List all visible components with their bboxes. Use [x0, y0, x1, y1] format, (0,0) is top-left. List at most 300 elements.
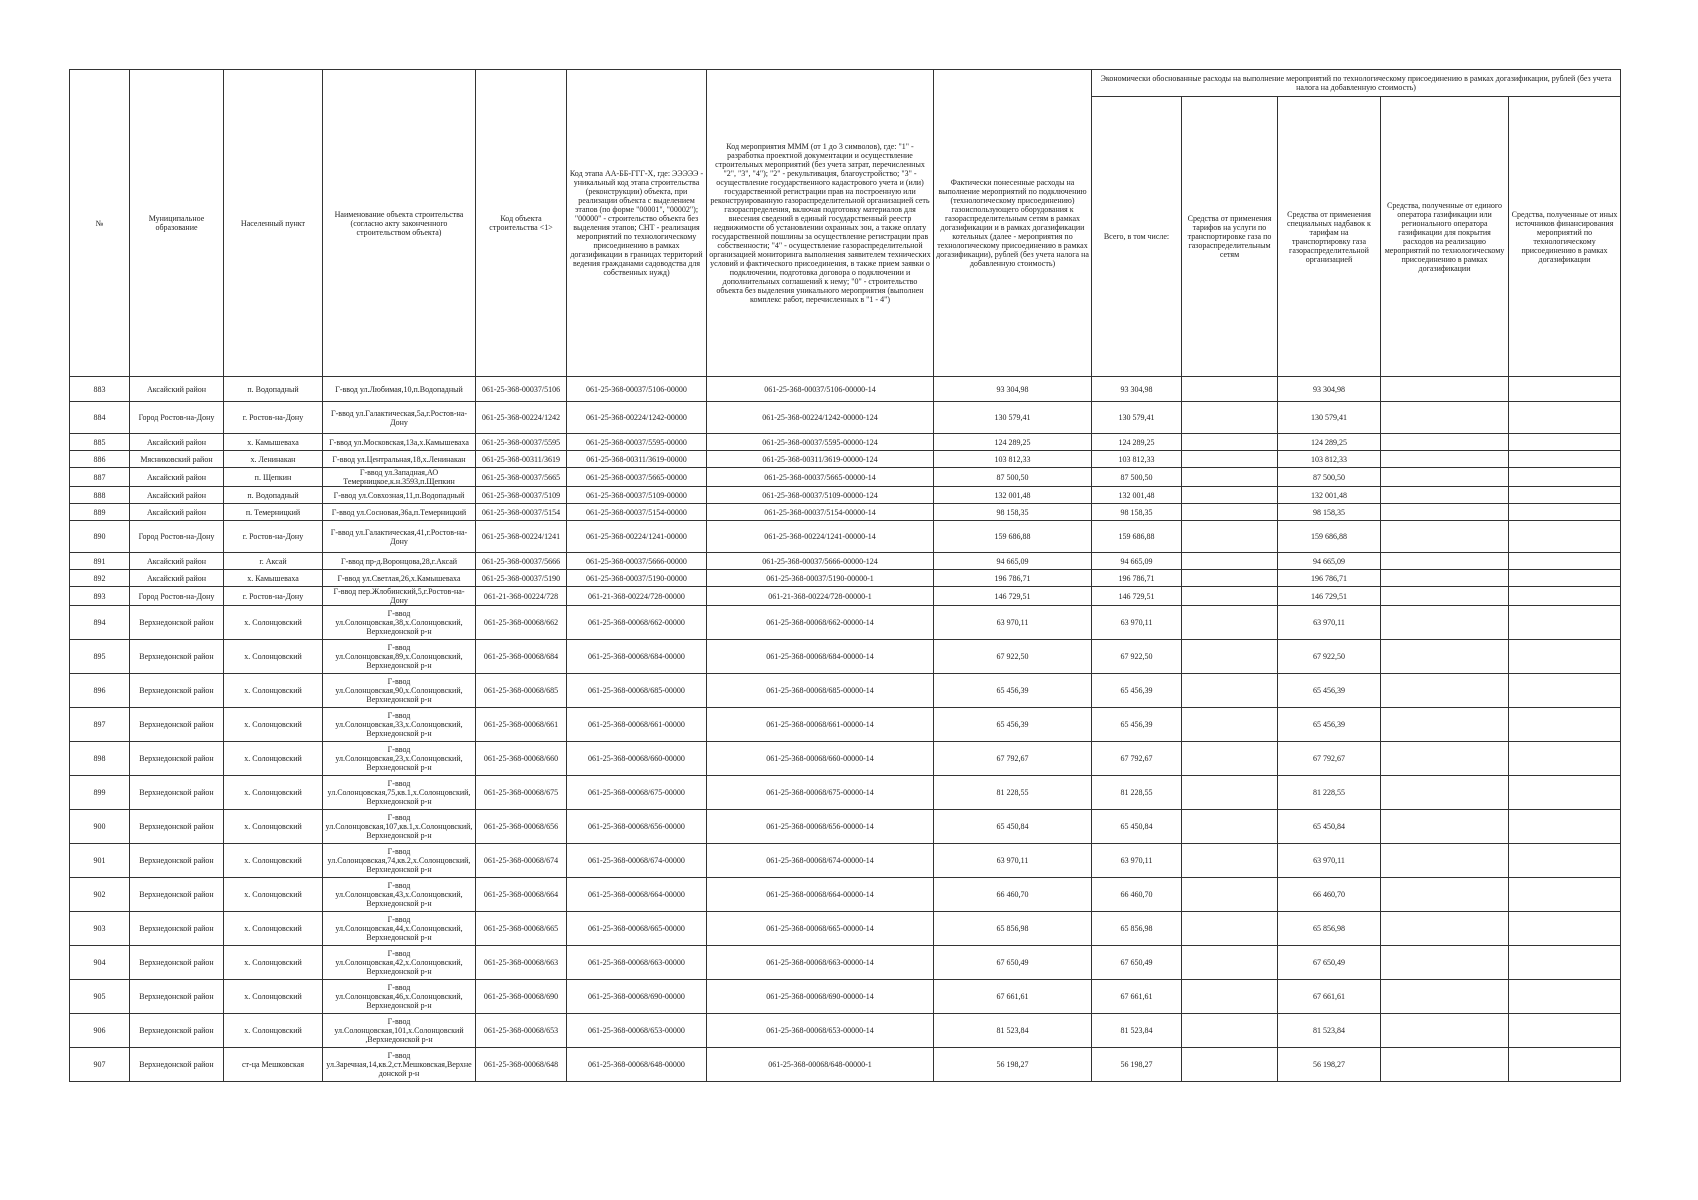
cell-object-code: 061-25-368-00068/663 — [476, 946, 567, 980]
cell-tariff-transport — [1182, 504, 1278, 521]
table-row — [70, 451, 1621, 468]
cell-object-name: Г-ввод ул.Западная,АО Темерницкое,к.н.3593,п.Щепкин — [323, 468, 476, 487]
header-group-economic: Экономически обоснованные расходы на выполнение мероприятий по технологическому присоединению в рамках догазификации, рублей (без учета налога на добавленную стоимость) — [1092, 70, 1621, 97]
cell-object-name: Г-ввод ул.Галактическая,41,г.Ростов-на-Дону — [323, 521, 476, 553]
cell-total: 81 228,55 — [1092, 776, 1182, 810]
cell-total: 63 970,11 — [1092, 606, 1182, 640]
cell-single-operator — [1381, 844, 1509, 878]
cell-municipality: Аксайский район — [130, 553, 224, 570]
cell-settlement: х. Солонцовский — [224, 606, 323, 640]
cell-municipality: Верхнедонской район — [130, 1048, 224, 1082]
cell-total: 132 001,48 — [1092, 487, 1182, 504]
cell-num: 889 — [70, 504, 130, 521]
cell-settlement: х. Ленинакан — [224, 451, 323, 468]
cell-event-code: 061-25-368-00037/5665-00000-14 — [707, 468, 934, 487]
cell-special-markups: 81 523,84 — [1278, 1014, 1381, 1048]
cell-object-name: Г-ввод ул.Солонцовская,101,х.Солонцовский ,Верхнедонской р-н — [323, 1014, 476, 1048]
cell-object-code: 061-25-368-00224/1241 — [476, 521, 567, 553]
cell-municipality: Верхнедонской район — [130, 878, 224, 912]
cell-single-operator — [1381, 434, 1509, 451]
cell-municipality: Верхнедонской район — [130, 912, 224, 946]
cell-num: 894 — [70, 606, 130, 640]
cell-tariff-transport — [1182, 1048, 1278, 1082]
cell-special-markups: 81 228,55 — [1278, 776, 1381, 810]
cell-tariff-transport — [1182, 708, 1278, 742]
cell-object-code: 061-25-368-00037/5109 — [476, 487, 567, 504]
cell-municipality: Верхнедонской район — [130, 674, 224, 708]
cell-total: 81 523,84 — [1092, 1014, 1182, 1048]
table-row — [70, 674, 1621, 708]
cell-event-code: 061-25-368-00224/1242-00000-124 — [707, 402, 934, 434]
cell-single-operator — [1381, 468, 1509, 487]
cell-actual-costs: 65 856,98 — [934, 912, 1092, 946]
cell-other-sources — [1509, 587, 1621, 606]
cell-actual-costs: 196 786,71 — [934, 570, 1092, 587]
cell-settlement: х. Солонцовский — [224, 742, 323, 776]
header-single-operator: Средства, полученные от единого оператора газификации или регионального оператора газификации для покрытия расходов на реализацию мероприятий по технологическому присоединению в рамках догазификации — [1381, 97, 1509, 377]
cell-special-markups: 98 158,35 — [1278, 504, 1381, 521]
cell-actual-costs: 63 970,11 — [934, 844, 1092, 878]
table-row — [70, 570, 1621, 587]
cell-single-operator — [1381, 587, 1509, 606]
header-settlement: Населенный пункт — [224, 70, 323, 377]
cell-settlement: х. Солонцовский — [224, 844, 323, 878]
cell-total: 93 304,98 — [1092, 377, 1182, 402]
cell-single-operator — [1381, 1048, 1509, 1082]
cell-settlement: г. Ростов-на-Дону — [224, 521, 323, 553]
cell-object-code: 061-25-368-00068/661 — [476, 708, 567, 742]
cell-single-operator — [1381, 377, 1509, 402]
cell-actual-costs: 66 460,70 — [934, 878, 1092, 912]
cell-stage-code: 061-25-368-00311/3619-00000 — [567, 451, 707, 468]
table-row — [70, 878, 1621, 912]
cell-event-code: 061-25-368-00068/653-00000-14 — [707, 1014, 934, 1048]
cell-object-code: 061-25-368-00037/5106 — [476, 377, 567, 402]
header-num: № — [70, 70, 130, 377]
cell-single-operator — [1381, 521, 1509, 553]
cell-object-name: Г-ввод ул.Центральная,18,х.Ленинакан — [323, 451, 476, 468]
cell-other-sources — [1509, 674, 1621, 708]
cell-stage-code: 061-25-368-00037/5109-00000 — [567, 487, 707, 504]
cell-special-markups: 67 792,67 — [1278, 742, 1381, 776]
cell-municipality: Аксайский район — [130, 468, 224, 487]
cell-actual-costs: 132 001,48 — [934, 487, 1092, 504]
cell-object-name: Г-ввод ул.Сосновая,36а,п.Темерницкий — [323, 504, 476, 521]
cell-total: 66 460,70 — [1092, 878, 1182, 912]
table-row — [70, 844, 1621, 878]
data-table — [69, 69, 1621, 1082]
cell-other-sources — [1509, 776, 1621, 810]
cell-single-operator — [1381, 912, 1509, 946]
cell-single-operator — [1381, 402, 1509, 434]
cell-municipality: Верхнедонской район — [130, 844, 224, 878]
cell-event-code: 061-25-368-00224/1241-00000-14 — [707, 521, 934, 553]
cell-municipality: Город Ростов-на-Дону — [130, 521, 224, 553]
cell-municipality: Верхнедонской район — [130, 708, 224, 742]
cell-special-markups: 146 729,51 — [1278, 587, 1381, 606]
cell-num: 885 — [70, 434, 130, 451]
cell-actual-costs: 81 523,84 — [934, 1014, 1092, 1048]
cell-tariff-transport — [1182, 878, 1278, 912]
cell-object-code: 061-25-368-00037/5595 — [476, 434, 567, 451]
cell-settlement: х. Солонцовский — [224, 946, 323, 980]
cell-settlement: х. Солонцовский — [224, 1014, 323, 1048]
cell-num: 896 — [70, 674, 130, 708]
cell-special-markups: 103 812,33 — [1278, 451, 1381, 468]
cell-special-markups: 196 786,71 — [1278, 570, 1381, 587]
cell-single-operator — [1381, 878, 1509, 912]
cell-total: 130 579,41 — [1092, 402, 1182, 434]
cell-municipality: Верхнедонской район — [130, 742, 224, 776]
cell-municipality: Верхнедонской район — [130, 946, 224, 980]
cell-single-operator — [1381, 487, 1509, 504]
cell-event-code: 061-25-368-00037/5666-00000-124 — [707, 553, 934, 570]
cell-total: 159 686,88 — [1092, 521, 1182, 553]
cell-other-sources — [1509, 451, 1621, 468]
cell-settlement: п. Водопадный — [224, 487, 323, 504]
cell-event-code: 061-25-368-00068/663-00000-14 — [707, 946, 934, 980]
cell-actual-costs: 103 812,33 — [934, 451, 1092, 468]
cell-other-sources — [1509, 504, 1621, 521]
cell-settlement: п. Щепкин — [224, 468, 323, 487]
cell-object-name: Г-ввод ул.Заречная,14,кв.2,ст.Мешковская,Верхнедонской р-н — [323, 1048, 476, 1082]
table-row — [70, 468, 1621, 487]
cell-event-code: 061-25-368-00068/660-00000-14 — [707, 742, 934, 776]
table-row — [70, 553, 1621, 570]
cell-settlement: х. Солонцовский — [224, 640, 323, 674]
cell-settlement: п. Водопадный — [224, 377, 323, 402]
cell-actual-costs: 93 304,98 — [934, 377, 1092, 402]
cell-num: 904 — [70, 946, 130, 980]
cell-stage-code: 061-25-368-00068/675-00000 — [567, 776, 707, 810]
cell-special-markups: 63 970,11 — [1278, 606, 1381, 640]
header-other-sources: Средства, полученные от иных источников финансирования мероприятий по технологическому присоединению в рамках догазификации — [1509, 97, 1621, 377]
cell-other-sources — [1509, 1014, 1621, 1048]
document-sheet — [69, 69, 1620, 1082]
cell-other-sources — [1509, 878, 1621, 912]
cell-total: 94 665,09 — [1092, 553, 1182, 570]
cell-tariff-transport — [1182, 640, 1278, 674]
cell-tariff-transport — [1182, 742, 1278, 776]
cell-object-name: Г-ввод ул.Солонцовская,75,кв.1,х.Солонцовский,Верхнедонской р-н — [323, 776, 476, 810]
cell-object-code: 061-25-368-00068/662 — [476, 606, 567, 640]
header-actual-costs: Фактически понесенные расходы на выполнение мероприятий по подключению (технологическому присоединению) газоиспользующего оборудования к газораспределительным сетям в рамках догазификации и в рамках догазификации котельных (далее - мероприятия по технологическому присоединению в рамках догазификации), рублей (без учета налога на добавленную стоимость) — [934, 70, 1092, 377]
table-row — [70, 912, 1621, 946]
cell-tariff-transport — [1182, 570, 1278, 587]
cell-municipality: Верхнедонской район — [130, 606, 224, 640]
cell-actual-costs: 65 450,84 — [934, 810, 1092, 844]
cell-tariff-transport — [1182, 980, 1278, 1014]
cell-other-sources — [1509, 810, 1621, 844]
cell-settlement: ст-ца Мешковская — [224, 1048, 323, 1082]
cell-settlement: х. Солонцовский — [224, 878, 323, 912]
cell-object-code: 061-25-368-00068/660 — [476, 742, 567, 776]
cell-stage-code: 061-25-368-00068/664-00000 — [567, 878, 707, 912]
cell-total: 56 198,27 — [1092, 1048, 1182, 1082]
cell-total: 124 289,25 — [1092, 434, 1182, 451]
cell-other-sources — [1509, 570, 1621, 587]
cell-stage-code: 061-25-368-00037/5154-00000 — [567, 504, 707, 521]
cell-other-sources — [1509, 946, 1621, 980]
cell-object-name: Г-ввод ул.Солонцовская,107,кв.1,х.Солонцовский,Верхнедонской р-н — [323, 810, 476, 844]
cell-object-code: 061-25-368-00068/664 — [476, 878, 567, 912]
cell-num: 905 — [70, 980, 130, 1014]
cell-actual-costs: 63 970,11 — [934, 606, 1092, 640]
cell-municipality: Верхнедонской район — [130, 776, 224, 810]
cell-event-code: 061-25-368-00037/5109-00000-124 — [707, 487, 934, 504]
cell-tariff-transport — [1182, 776, 1278, 810]
cell-actual-costs: 65 456,39 — [934, 708, 1092, 742]
cell-municipality: Аксайский район — [130, 570, 224, 587]
cell-settlement: х. Камышеваха — [224, 434, 323, 451]
cell-num: 897 — [70, 708, 130, 742]
cell-object-name: Г-ввод ул.Солонцовская,90,х.Солонцовский, Верхнедонской р-н — [323, 674, 476, 708]
cell-single-operator — [1381, 776, 1509, 810]
cell-special-markups: 87 500,50 — [1278, 468, 1381, 487]
cell-special-markups: 66 460,70 — [1278, 878, 1381, 912]
cell-num: 887 — [70, 468, 130, 487]
cell-stage-code: 061-25-368-00037/5190-00000 — [567, 570, 707, 587]
cell-object-code: 061-25-368-00037/5154 — [476, 504, 567, 521]
cell-single-operator — [1381, 742, 1509, 776]
table-row — [70, 1048, 1621, 1082]
cell-stage-code: 061-25-368-00068/661-00000 — [567, 708, 707, 742]
cell-tariff-transport — [1182, 844, 1278, 878]
cell-actual-costs: 159 686,88 — [934, 521, 1092, 553]
cell-tariff-transport — [1182, 451, 1278, 468]
cell-num: 902 — [70, 878, 130, 912]
cell-event-code: 061-25-368-00068/685-00000-14 — [707, 674, 934, 708]
cell-num: 903 — [70, 912, 130, 946]
table-row — [70, 377, 1621, 402]
cell-single-operator — [1381, 674, 1509, 708]
cell-stage-code: 061-25-368-00224/1242-00000 — [567, 402, 707, 434]
cell-object-name: Г-ввод пр-д.Воронцова,28,г.Аксай — [323, 553, 476, 570]
cell-object-name: Г-ввод ул.Солонцовская,42,х.Солонцовский, Верхнедонской р-н — [323, 946, 476, 980]
cell-municipality: Аксайский район — [130, 504, 224, 521]
table-row — [70, 434, 1621, 451]
cell-tariff-transport — [1182, 521, 1278, 553]
cell-tariff-transport — [1182, 912, 1278, 946]
cell-object-code: 061-21-368-00224/728 — [476, 587, 567, 606]
cell-settlement: п. Темерницкий — [224, 504, 323, 521]
cell-event-code: 061-25-368-00068/656-00000-14 — [707, 810, 934, 844]
table-row — [70, 946, 1621, 980]
cell-event-code: 061-25-368-00068/665-00000-14 — [707, 912, 934, 946]
cell-object-code: 061-25-368-00311/3619 — [476, 451, 567, 468]
cell-total: 65 456,39 — [1092, 674, 1182, 708]
cell-special-markups: 124 289,25 — [1278, 434, 1381, 451]
cell-stage-code: 061-25-368-00068/684-00000 — [567, 640, 707, 674]
cell-actual-costs: 67 792,67 — [934, 742, 1092, 776]
cell-total: 67 792,67 — [1092, 742, 1182, 776]
table-body — [70, 377, 1621, 1082]
cell-object-code: 061-25-368-00068/665 — [476, 912, 567, 946]
cell-actual-costs: 56 198,27 — [934, 1048, 1092, 1082]
table-row — [70, 521, 1621, 553]
cell-num: 906 — [70, 1014, 130, 1048]
cell-tariff-transport — [1182, 946, 1278, 980]
cell-single-operator — [1381, 1014, 1509, 1048]
cell-total: 65 856,98 — [1092, 912, 1182, 946]
cell-stage-code: 061-25-368-00068/656-00000 — [567, 810, 707, 844]
cell-total: 63 970,11 — [1092, 844, 1182, 878]
cell-special-markups: 93 304,98 — [1278, 377, 1381, 402]
cell-tariff-transport — [1182, 553, 1278, 570]
table-row — [70, 402, 1621, 434]
cell-total: 146 729,51 — [1092, 587, 1182, 606]
cell-actual-costs: 67 661,61 — [934, 980, 1092, 1014]
cell-object-name: Г-ввод ул.Московская,13а,х.Камышеваха — [323, 434, 476, 451]
table-row — [70, 587, 1621, 606]
table-row — [70, 742, 1621, 776]
cell-other-sources — [1509, 1048, 1621, 1082]
cell-tariff-transport — [1182, 810, 1278, 844]
cell-event-code: 061-25-368-00037/5106-00000-14 — [707, 377, 934, 402]
cell-object-name: Г-ввод пер.Жлобинский,5,г.Ростов-на-Дону — [323, 587, 476, 606]
table-row — [70, 776, 1621, 810]
cell-event-code: 061-25-368-00037/5154-00000-14 — [707, 504, 934, 521]
cell-object-name: Г-ввод ул.Любимая,10,п.Водопадный — [323, 377, 476, 402]
cell-stage-code: 061-25-368-00068/665-00000 — [567, 912, 707, 946]
cell-actual-costs: 65 456,39 — [934, 674, 1092, 708]
cell-total: 65 450,84 — [1092, 810, 1182, 844]
cell-stage-code: 061-25-368-00068/648-00000 — [567, 1048, 707, 1082]
cell-single-operator — [1381, 504, 1509, 521]
cell-special-markups: 159 686,88 — [1278, 521, 1381, 553]
header-object-code: Код объекта строительства <1> — [476, 70, 567, 377]
cell-municipality: Город Ростов-на-Дону — [130, 587, 224, 606]
cell-stage-code: 061-25-368-00037/5595-00000 — [567, 434, 707, 451]
cell-actual-costs: 67 922,50 — [934, 640, 1092, 674]
cell-actual-costs: 81 228,55 — [934, 776, 1092, 810]
cell-other-sources — [1509, 434, 1621, 451]
cell-event-code: 061-25-368-00068/662-00000-14 — [707, 606, 934, 640]
header-municipality: Муниципальное образование — [130, 70, 224, 377]
cell-municipality: Верхнедонской район — [130, 640, 224, 674]
cell-object-code: 061-25-368-00037/5665 — [476, 468, 567, 487]
cell-special-markups: 67 922,50 — [1278, 640, 1381, 674]
cell-num: 890 — [70, 521, 130, 553]
cell-event-code: 061-25-368-00068/664-00000-14 — [707, 878, 934, 912]
cell-settlement: г. Аксай — [224, 553, 323, 570]
table-row — [70, 1014, 1621, 1048]
cell-object-code: 061-25-368-00068/684 — [476, 640, 567, 674]
cell-other-sources — [1509, 708, 1621, 742]
cell-other-sources — [1509, 521, 1621, 553]
table-row — [70, 606, 1621, 640]
cell-object-code: 061-25-368-00068/690 — [476, 980, 567, 1014]
cell-object-code: 061-25-368-00037/5190 — [476, 570, 567, 587]
cell-settlement: г. Ростов-на-Дону — [224, 402, 323, 434]
cell-special-markups: 130 579,41 — [1278, 402, 1381, 434]
cell-other-sources — [1509, 402, 1621, 434]
cell-num: 886 — [70, 451, 130, 468]
cell-num: 891 — [70, 553, 130, 570]
cell-other-sources — [1509, 742, 1621, 776]
cell-total: 65 456,39 — [1092, 708, 1182, 742]
cell-single-operator — [1381, 553, 1509, 570]
cell-special-markups: 67 661,61 — [1278, 980, 1381, 1014]
header-stage-code: Код этапа АА-ББ-ГГГ-Х, где: ЭЭЭЭЭ - уникальный код этапа строительства (реконструкции) объекта, при реализации объекта с выделением этапов (по форме "00001", "00002"); "00000" - строительство объекта без выделения этапов; СНТ - реализация мероприятий по технологическому присоединению в рамках догазификации в границах территорий ведения гражданами садоводства для собственных нужд) — [567, 70, 707, 377]
cell-num: 893 — [70, 587, 130, 606]
cell-event-code: 061-21-368-00224/728-00000-1 — [707, 587, 934, 606]
cell-stage-code: 061-25-368-00037/5665-00000 — [567, 468, 707, 487]
cell-object-name: Г-ввод ул.Солонцовская,23,х.Солонцовский, Верхнедонской р-н — [323, 742, 476, 776]
cell-total: 103 812,33 — [1092, 451, 1182, 468]
cell-stage-code: 061-25-368-00037/5106-00000 — [567, 377, 707, 402]
table-row — [70, 487, 1621, 504]
cell-object-name: Г-ввод ул.Солонцовская,43,х.Солонцовский, Верхнедонской р-н — [323, 878, 476, 912]
cell-stage-code: 061-25-368-00068/685-00000 — [567, 674, 707, 708]
table-row — [70, 504, 1621, 521]
cell-stage-code: 061-25-368-00068/662-00000 — [567, 606, 707, 640]
cell-other-sources — [1509, 640, 1621, 674]
cell-settlement: х. Солонцовский — [224, 674, 323, 708]
cell-object-name: Г-ввод ул.Солонцовская,74,кв.2,х.Солонцовский,Верхнедонской р-н — [323, 844, 476, 878]
cell-num: 895 — [70, 640, 130, 674]
cell-municipality: Мясниковский район — [130, 451, 224, 468]
cell-municipality: Верхнедонской район — [130, 810, 224, 844]
cell-total: 87 500,50 — [1092, 468, 1182, 487]
cell-special-markups: 63 970,11 — [1278, 844, 1381, 878]
header-event-code: Код мероприятия ММM (от 1 до 3 символов), где: "1" - разработка проектной документации и осуществление строительных мероприятий (без учета затрат, перечисленных "2", "3", "4"); "2" - рекультивация, благоустройство; "3" - осуществление государственного кадастрового учета и (или) государственной регистрации прав на построенную или реконструированную газораспределительной организацией сеть газораспределения, включая подготовку материалов для внесения сведений в единый государственный реестр недвижимости об установлении охранных зон, а также оплату государственной пошлины за осуществление регистрации прав собственности; "4" - осуществление газораспределительной организацией мониторинга выполнения заявителем технических условий и фактического присоединения, в также прием заявки о подключении, подготовка договора о подключении и дополнительных соглашений к нему; "0" - строительство объекта без выделения уникального мероприятия (выполнен комплекс работ, перечисленных в "1 - 4") — [707, 70, 934, 377]
cell-settlement: х. Солонцовский — [224, 980, 323, 1014]
cell-total: 67 650,49 — [1092, 946, 1182, 980]
cell-single-operator — [1381, 810, 1509, 844]
cell-total: 67 661,61 — [1092, 980, 1182, 1014]
cell-single-operator — [1381, 640, 1509, 674]
cell-special-markups: 65 856,98 — [1278, 912, 1381, 946]
cell-tariff-transport — [1182, 674, 1278, 708]
cell-tariff-transport — [1182, 1014, 1278, 1048]
cell-tariff-transport — [1182, 606, 1278, 640]
cell-object-name: Г-ввод ул.Солонцовская,33,х.Солонцовский, Верхнедонской р-н — [323, 708, 476, 742]
cell-single-operator — [1381, 570, 1509, 587]
cell-actual-costs: 146 729,51 — [934, 587, 1092, 606]
cell-num: 884 — [70, 402, 130, 434]
cell-other-sources — [1509, 912, 1621, 946]
cell-stage-code: 061-21-368-00224/728-00000 — [567, 587, 707, 606]
cell-settlement: х. Камышеваха — [224, 570, 323, 587]
cell-object-name: Г-ввод ул.Светлая,26,х.Камышеваха — [323, 570, 476, 587]
cell-single-operator — [1381, 451, 1509, 468]
table-row — [70, 980, 1621, 1014]
cell-object-code: 061-25-368-00224/1242 — [476, 402, 567, 434]
cell-settlement: х. Солонцовский — [224, 810, 323, 844]
cell-num: 898 — [70, 742, 130, 776]
cell-stage-code: 061-25-368-00068/660-00000 — [567, 742, 707, 776]
cell-municipality: Аксайский район — [130, 487, 224, 504]
cell-object-name: Г-ввод ул.Совхозная,11,п.Водопадный — [323, 487, 476, 504]
cell-total: 196 786,71 — [1092, 570, 1182, 587]
cell-event-code: 061-25-368-00068/674-00000-14 — [707, 844, 934, 878]
cell-tariff-transport — [1182, 587, 1278, 606]
cell-event-code: 061-25-368-00068/690-00000-14 — [707, 980, 934, 1014]
cell-single-operator — [1381, 708, 1509, 742]
cell-other-sources — [1509, 468, 1621, 487]
header-total: Всего, в том числе: — [1092, 97, 1182, 377]
cell-single-operator — [1381, 946, 1509, 980]
cell-tariff-transport — [1182, 434, 1278, 451]
cell-object-name: Г-ввод ул.Солонцовская,38,х.Солонцовский, Верхнедонской р-н — [323, 606, 476, 640]
table-row — [70, 708, 1621, 742]
cell-actual-costs: 94 665,09 — [934, 553, 1092, 570]
cell-settlement: х. Солонцовский — [224, 708, 323, 742]
cell-actual-costs: 67 650,49 — [934, 946, 1092, 980]
cell-actual-costs: 124 289,25 — [934, 434, 1092, 451]
cell-municipality: Город Ростов-на-Дону — [130, 402, 224, 434]
